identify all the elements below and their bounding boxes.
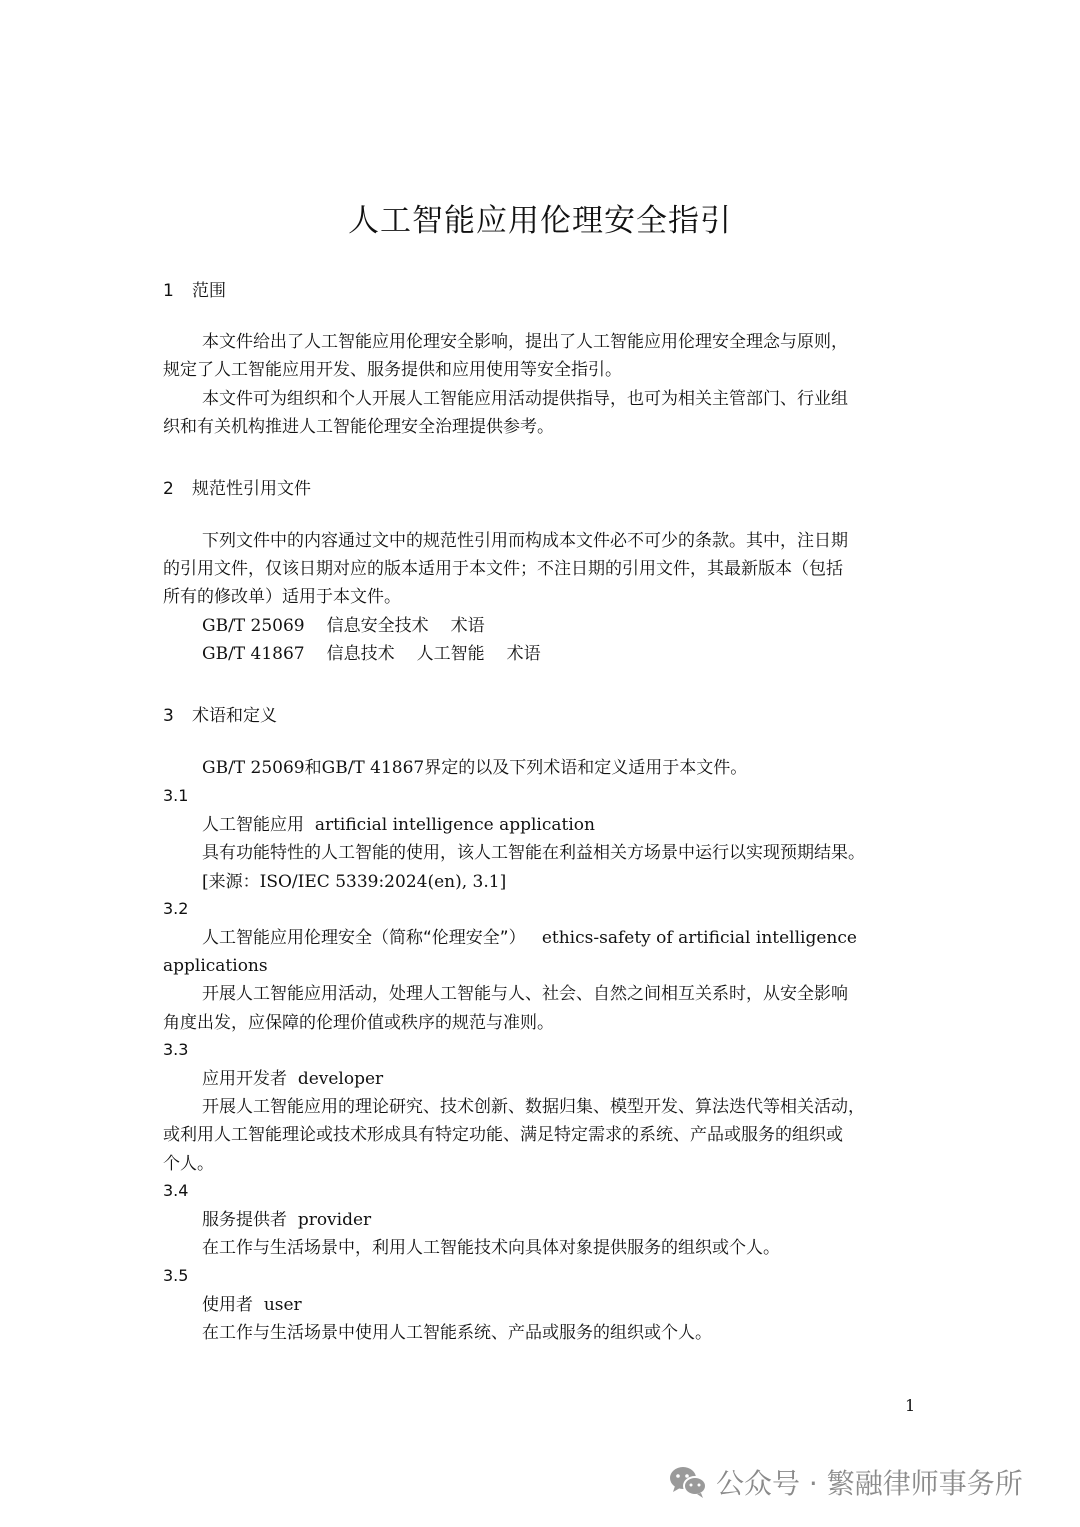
section-title: 范围 xyxy=(192,281,226,301)
term-definition: 开展人工智能应用活动，处理人工智能与人、社会、自然之间相互关系时，从安全影响 xyxy=(202,984,848,1004)
term-zh: 人工智能应用伦理安全（简称“伦理安全”） xyxy=(202,928,526,948)
term-entry xyxy=(202,1065,383,1093)
reference-title: 信息技术 xyxy=(326,644,395,664)
reference-code: GB/T 41867 xyxy=(202,644,305,664)
wechat-icon xyxy=(668,1465,708,1499)
section-number: 2 xyxy=(163,479,174,499)
term-definition: 角度出发，应保障的伦理价值或秩序的规范与准则。 xyxy=(163,1013,554,1033)
term-definition: 开展人工智能应用的理论研究、技术创新、数据归集、模型开发、算法迭代等相关活动， xyxy=(202,1097,865,1117)
term-number: 3.5 xyxy=(163,1266,189,1285)
term-source: [来源：ISO/IEC 5339:2024(en), 3.1] xyxy=(202,872,507,892)
term-en: developer xyxy=(297,1069,384,1089)
term-definition: 在工作与生活场景中，利用人工智能技术向具体对象提供服务的组织或个人。 xyxy=(202,1238,780,1258)
paragraph-line: 所有的修改单）适用于本文件。 xyxy=(163,587,401,607)
term-number: 3.1 xyxy=(163,786,189,805)
term-zh: 应用开发者 xyxy=(202,1069,287,1089)
section-title: 规范性引用文件 xyxy=(192,479,311,499)
term-definition: 或利用人工智能理论或技术形成具有特定功能、满足特定需求的系统、产品或服务的组织或 xyxy=(163,1125,843,1145)
term-definition: 在工作与生活场景中使用人工智能系统、产品或服务的组织或个人。 xyxy=(202,1323,712,1343)
reference-entry xyxy=(202,640,541,668)
section-1-heading xyxy=(163,276,226,301)
term-entry xyxy=(202,1291,302,1319)
reference-entry xyxy=(202,612,485,640)
term-zh: 服务提供者 xyxy=(202,1210,287,1230)
term-en: provider xyxy=(297,1210,372,1230)
reference-title: 术语 xyxy=(506,644,541,664)
reference-code: GB/T 25069 xyxy=(202,616,305,636)
term-en: ethics-safety of artificial intelligence xyxy=(541,928,857,948)
document-title: 人工智能应用伦理安全指引 xyxy=(348,203,732,239)
watermark xyxy=(668,1462,1023,1502)
term-entry xyxy=(202,811,595,839)
section-number: 1 xyxy=(163,281,174,301)
paragraph-line: 规定了人工智能应用开发、服务提供和应用使用等安全指引。 xyxy=(163,360,622,380)
section-number: 3 xyxy=(163,706,174,726)
term-en-continued: applications xyxy=(163,956,268,976)
section-title: 术语和定义 xyxy=(192,706,277,726)
section-3-heading xyxy=(163,701,277,726)
paragraph-line: 下列文件中的内容通过文中的规范性引用而构成本文件必不可少的条款。其中，注日期 xyxy=(202,531,848,551)
term-zh: 人工智能应用 xyxy=(202,815,304,835)
paragraph-line: 本文件可为组织和个人开展人工智能应用活动提供指导，也可为相关主管部门、行业组 xyxy=(202,389,848,409)
term-number: 3.3 xyxy=(163,1040,189,1059)
term-zh: 使用者 xyxy=(202,1295,253,1315)
paragraph-line: 本文件给出了人工智能应用伦理安全影响，提出了人工智能应用伦理安全理念与原则， xyxy=(202,332,848,352)
paragraph-line: 的引用文件，仅该日期对应的版本适用于本文件；不注日期的引用文件，其最新版本（包括 xyxy=(163,559,843,579)
reference-title: 术语 xyxy=(450,616,485,636)
term-number: 3.4 xyxy=(163,1181,189,1200)
paragraph-line: 织和有关机构推进人工智能伦理安全治理提供参考。 xyxy=(163,417,554,437)
section-2-heading xyxy=(163,474,311,499)
page-number: 1 xyxy=(905,1396,916,1415)
term-entry xyxy=(202,924,857,952)
reference-title: 人工智能 xyxy=(416,644,485,664)
term-definition: 个人。 xyxy=(163,1154,214,1174)
term-en: user xyxy=(263,1295,302,1315)
reference-title: 信息安全技术 xyxy=(326,616,429,636)
term-number: 3.2 xyxy=(163,899,189,918)
term-entry xyxy=(202,1206,371,1234)
watermark-text: 公众号 · 繁融律师事务所 xyxy=(716,1467,1023,1500)
paragraph-line: GB/T 25069和GB/T 41867界定的以及下列术语和定义适用于本文件。 xyxy=(202,758,748,778)
term-definition: 具有功能特性的人工智能的使用，该人工智能在利益相关方场景中运行以实现预期结果。 xyxy=(202,843,865,863)
term-en: artificial intelligence application xyxy=(314,815,595,835)
